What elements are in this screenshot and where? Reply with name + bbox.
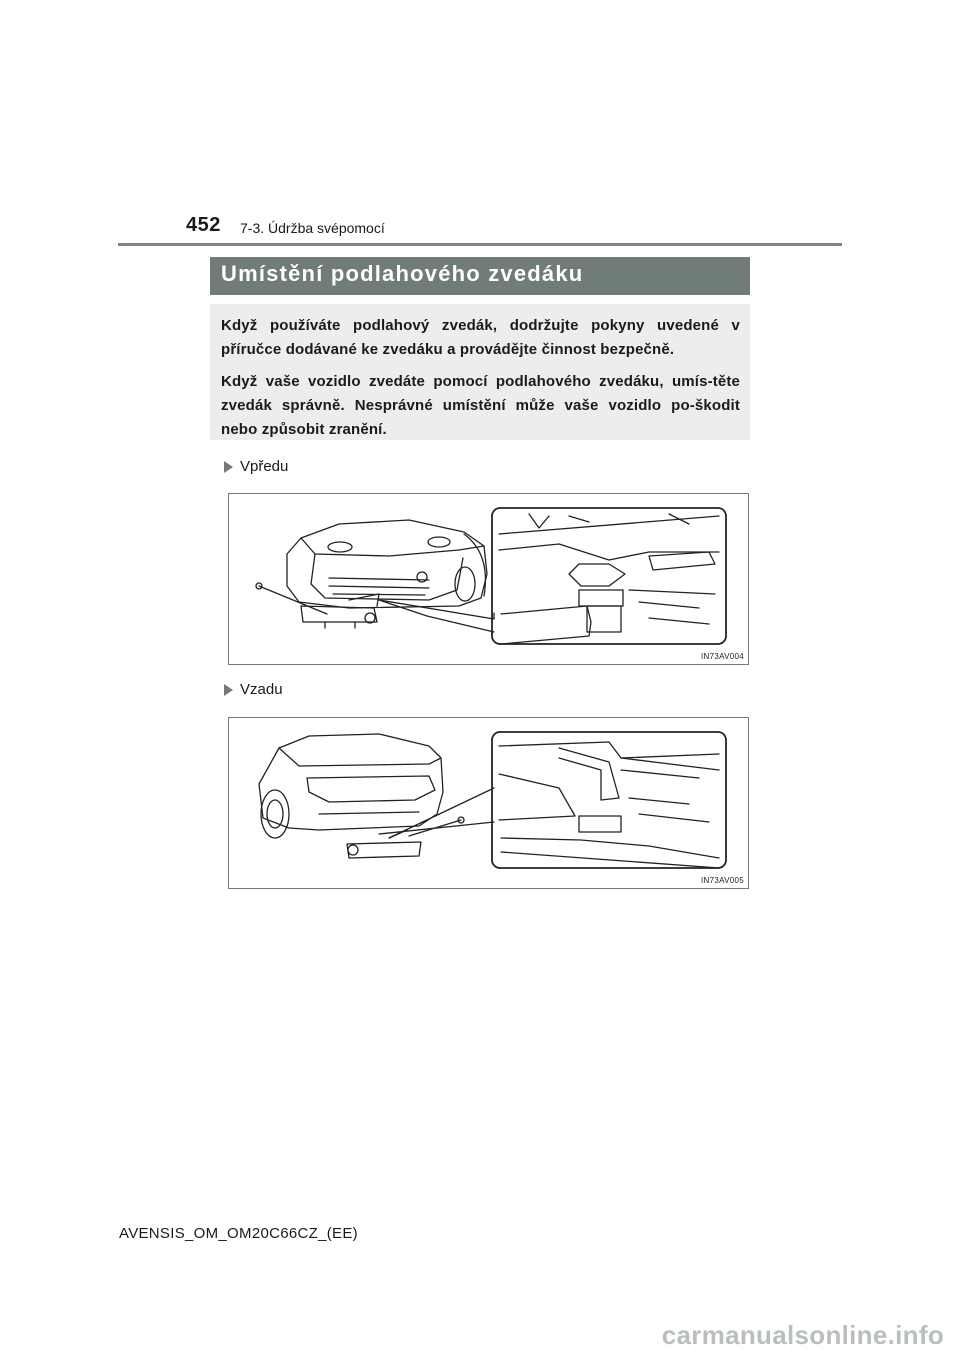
figure-code: IN73AV005: [700, 876, 744, 885]
section-title-bar: [210, 257, 750, 295]
document-id: AVENSIS_OM_OM20C66CZ_(EE): [119, 1225, 358, 1242]
rear-car-jack-drawing: [229, 718, 748, 888]
section-title: Umístění podlahového zvedáku: [221, 261, 584, 286]
note-paragraph-2: Když vaše vozidlo zvedáte pomocí podlahového zvedáku, umís-těte zvedák správně. Nesprávné umístění může vaše vozidlo po-škodit nebo způsobit zranění.: [221, 373, 740, 438]
front-car-jack-drawing: [229, 494, 748, 664]
bullet-arrow-icon: [224, 461, 233, 473]
front-jack-illustration: [228, 493, 749, 665]
rear-jack-illustration: [228, 717, 749, 889]
rear-heading-label: Vzadu: [240, 681, 283, 698]
front-heading: [224, 458, 288, 475]
front-heading-label: Vpředu: [240, 458, 289, 475]
watermark: carmanualsonline.info: [661, 1320, 944, 1350]
rear-heading: [224, 681, 283, 698]
note-box: [210, 304, 750, 440]
note-paragraph-1: Když používáte podlahový zvedák, dodržujte pokyny uvedené v příručce dodávané ke zvedáku a provádějte činnost bezpečně.: [221, 317, 740, 358]
page-number: 452: [186, 214, 221, 236]
bullet-arrow-icon: [224, 684, 233, 696]
section-reference: 7-3. Údržba svépomocí: [240, 220, 385, 236]
figure-code: IN73AV004: [700, 652, 744, 661]
header-divider: [118, 243, 842, 246]
